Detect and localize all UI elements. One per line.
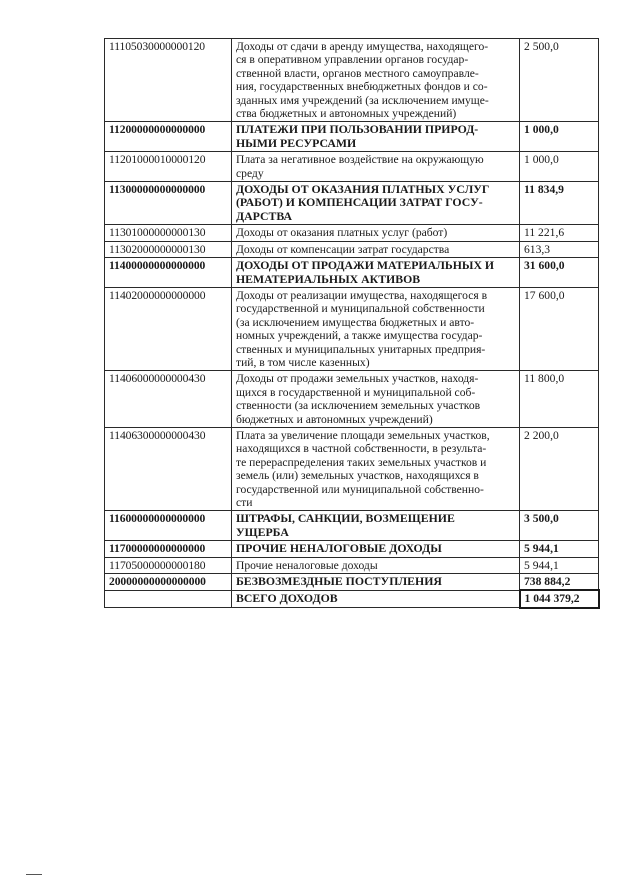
revenue-sum: 11 800,0 bbox=[520, 371, 599, 428]
revenue-sum: 1 000,0 bbox=[520, 122, 599, 152]
revenue-name: ШТРАФЫ, САНКЦИИ, ВОЗМЕЩЕНИЕ УЩЕРБА bbox=[232, 511, 520, 541]
revenue-sum: 3 500,0 bbox=[520, 511, 599, 541]
revenue-code: 11705000000000180 bbox=[105, 557, 232, 573]
revenue-name: ПРОЧИЕ НЕНАЛОГОВЫЕ ДОХОДЫ bbox=[232, 541, 520, 557]
revenue-code: 11402000000000000 bbox=[105, 287, 232, 370]
revenue-name: Плата за увеличение площади земельных участков, находящихся в частной собственности, в результа- те перераспределения таких земельных участков и земель (или) земельных участков, находящихся в государственной или муниципальной собственно- сти bbox=[232, 427, 520, 510]
revenue-code: 11200000000000000 bbox=[105, 122, 232, 152]
table-row-section bbox=[105, 122, 599, 152]
revenue-sum: 1 000,0 bbox=[520, 152, 599, 182]
revenue-code: 11406000000000430 bbox=[105, 371, 232, 428]
revenue-sum: 613,3 bbox=[520, 241, 599, 257]
revenue-sum: 2 500,0 bbox=[520, 39, 599, 122]
revenue-code: 20000000000000000 bbox=[105, 574, 232, 591]
table-row bbox=[105, 371, 599, 428]
revenue-table bbox=[104, 38, 600, 609]
revenue-sum: 738 884,2 bbox=[520, 574, 599, 591]
revenue-name: ДОХОДЫ ОТ ОКАЗАНИЯ ПЛАТНЫХ УСЛУГ (РАБОТ) И КОМПЕНСАЦИИ ЗАТРАТ ГОСУ- ДАРСТВА bbox=[232, 182, 520, 225]
revenue-table-body bbox=[105, 39, 599, 591]
table-row bbox=[105, 152, 599, 182]
revenue-sum: 2 200,0 bbox=[520, 427, 599, 510]
table-row bbox=[105, 225, 599, 241]
total-code-cell bbox=[105, 590, 232, 607]
revenue-sum: 17 600,0 bbox=[520, 287, 599, 370]
total-sum: 1 044 379,2 bbox=[520, 590, 599, 607]
table-row bbox=[105, 241, 599, 257]
revenue-code: 11300000000000000 bbox=[105, 182, 232, 225]
revenue-name: Плата за негативное воздействие на окружающую среду bbox=[232, 152, 520, 182]
revenue-name: Доходы от компенсации затрат государства bbox=[232, 241, 520, 257]
revenue-code: 11400000000000000 bbox=[105, 258, 232, 288]
revenue-table-total bbox=[105, 590, 599, 607]
revenue-name: Доходы от продажи земельных участков, находя- щихся в государственной и муниципальной соб- ственности (за исключением земельных участков бюджетных и автономных учреждений) bbox=[232, 371, 520, 428]
page-edge-mark bbox=[26, 874, 42, 875]
revenue-name: Доходы от оказания платных услуг (работ) bbox=[232, 225, 520, 241]
table-row-section bbox=[105, 511, 599, 541]
table-row-section bbox=[105, 541, 599, 557]
revenue-name: ПЛАТЕЖИ ПРИ ПОЛЬЗОВАНИИ ПРИРОД- НЫМИ РЕСУРСАМИ bbox=[232, 122, 520, 152]
table-row bbox=[105, 427, 599, 510]
revenue-sum: 11 834,9 bbox=[520, 182, 599, 225]
revenue-sum: 5 944,1 bbox=[520, 541, 599, 557]
revenue-code: 11105030000000120 bbox=[105, 39, 232, 122]
revenue-name: Доходы от сдачи в аренду имущества, находящего- ся в оперативном управлении органов государ- ственной власти, органов местного самоуправле- ния, государственных внебюджетных фондов и со- зданных имя учреждений (за исключением имуще- ства бюджетных и автономных учреждений) bbox=[232, 39, 520, 122]
revenue-code: 11600000000000000 bbox=[105, 511, 232, 541]
table-row-section bbox=[105, 182, 599, 225]
revenue-name: Прочие неналоговые доходы bbox=[232, 557, 520, 573]
revenue-sum: 31 600,0 bbox=[520, 258, 599, 288]
table-row-section bbox=[105, 258, 599, 288]
revenue-sum: 11 221,6 bbox=[520, 225, 599, 241]
revenue-code: 11406300000000430 bbox=[105, 427, 232, 510]
revenue-name: Доходы от реализации имущества, находящегося в государственной и муниципальной собственности (за исключением имущества бюджетных и авто- номных учреждений, а также имущества государ- ственных и муниципальных унитарных предприя- тий, в том числе казенных) bbox=[232, 287, 520, 370]
table-row-section bbox=[105, 574, 599, 591]
total-row bbox=[105, 590, 599, 607]
revenue-code: 11302000000000130 bbox=[105, 241, 232, 257]
table-row bbox=[105, 557, 599, 573]
revenue-code: 11700000000000000 bbox=[105, 541, 232, 557]
revenue-name: ДОХОДЫ ОТ ПРОДАЖИ МАТЕРИАЛЬНЫХ И НЕМАТЕРИАЛЬНЫХ АКТИВОВ bbox=[232, 258, 520, 288]
revenue-code: 11201000010000120 bbox=[105, 152, 232, 182]
table-row bbox=[105, 287, 599, 370]
table-row bbox=[105, 39, 599, 122]
revenue-code: 11301000000000130 bbox=[105, 225, 232, 241]
total-label: ВСЕГО ДОХОДОВ bbox=[232, 590, 520, 607]
revenue-name: БЕЗВОЗМЕЗДНЫЕ ПОСТУПЛЕНИЯ bbox=[232, 574, 520, 591]
revenue-sum: 5 944,1 bbox=[520, 557, 599, 573]
